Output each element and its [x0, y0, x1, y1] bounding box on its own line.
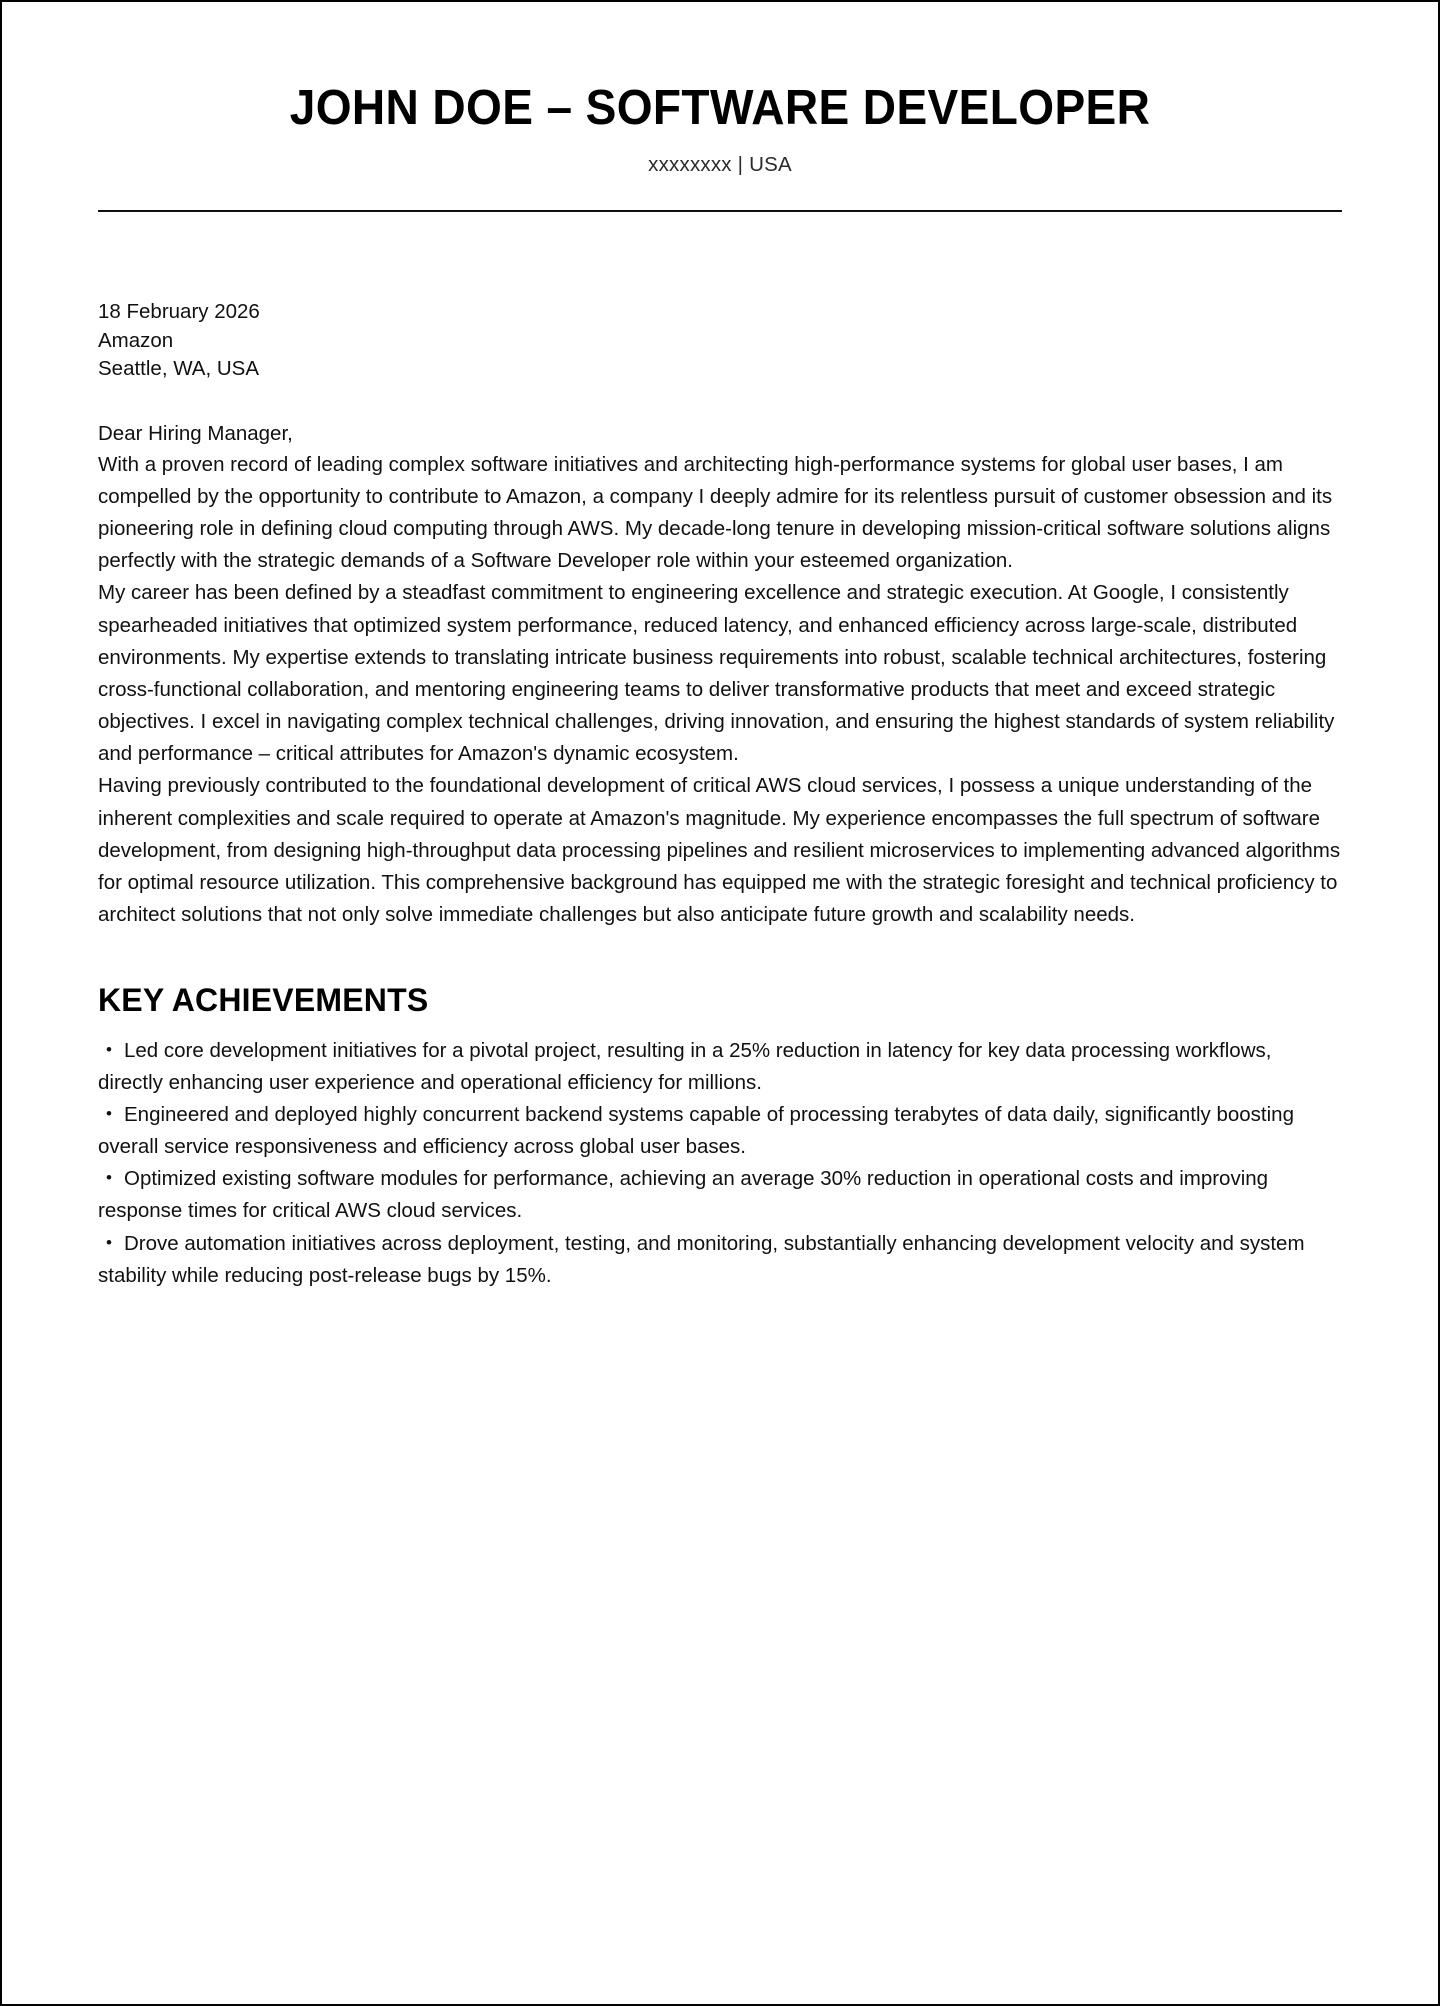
letter-paragraph-2: My career has been defined by a steadfast commitment to engineering excellence and strategic execution. At Google, I consistently spearheaded initiatives that optimized system performance, reduced latency, and enhanced efficiency across large-scale, distributed environments. My expertise extends to translating intricate business requirements into robust, scalable technical architectures, fostering cross-functional collaboration, and mentoring engineering teams to deliver transformative products that meet and exceed strategic objectives. I excel in navigating complex technical challenges, driving innovation, and ensuring the highest standards of system reliability and performance – critical attributes for Amazon's dynamic ecosystem.	[98, 581, 1335, 766]
key-achievements-list	[98, 1035, 1342, 1292]
bullet-icon: •	[106, 1103, 112, 1123]
list-item	[98, 1035, 1342, 1099]
letter-paragraph-3: Having previously contributed to the foundational development of critical AWS cloud services, I possess a unique understanding of the inherent complexities and scale required to operate at Amazon's magnitude. My experience encompasses the full spectrum of software development, from designing high-throughput data processing pipelines and resilient microservices to implementing advanced algorithms for optimal resource utilization. This comprehensive background has equipped me with the strategic foresight and technical proficiency to architect solutions that not only solve immediate challenges but also anticipate future growth and scalability needs.	[98, 774, 1341, 927]
letter-date: 18 February 2026	[98, 300, 260, 323]
header-divider	[98, 210, 1342, 212]
page-title: JOHN DOE – SOFTWARE DEVELOPER	[289, 81, 1151, 135]
recipient-company: Amazon	[98, 328, 174, 352]
list-item-text: Led core development initiatives for a pivotal project, resulting in a 25% reduction in latency for key data processing workflows, directly enhancing user experience and operational efficiency for millions.	[98, 1038, 1272, 1094]
section-heading-key-achievements: KEY ACHIEVEMENTS	[98, 982, 429, 1019]
bullet-icon: •	[106, 1168, 112, 1188]
letter-body	[98, 420, 1342, 931]
page-sheet	[2, 2, 1438, 2004]
list-item	[98, 1163, 1342, 1227]
list-item-text: Engineered and deployed highly concurrent backend systems capable of processing terabytes of data daily, significantly boosting overall service responsiveness and efficiency across global user bases.	[98, 1102, 1294, 1159]
list-item-text: Drove automation initiatives across deployment, testing, and monitoring, substantially enhancing development velocity and system stability while reducing post-release bugs by 15%.	[98, 1231, 1305, 1287]
contact-line: xxxxxxxx | USA	[648, 153, 792, 176]
list-item	[98, 1228, 1342, 1292]
list-item	[98, 1099, 1342, 1163]
bullet-icon: •	[106, 1232, 112, 1252]
bullet-icon: •	[106, 1039, 112, 1059]
salutation: Dear Hiring Manager,	[98, 422, 293, 446]
recipient-location: Seattle, WA, USA	[98, 357, 260, 381]
document-header	[98, 2, 1342, 212]
letter-paragraph-1: With a proven record of leading complex software initiatives and architecting high-performance systems for global user bases, I am compelled by the opportunity to contribute to Amazon, a company I deeply admire for its relentless pursuit of customer obsession and its pioneering role in defining cloud computing through AWS. My decade-long tenure in developing mission-critical software solutions aligns perfectly with the strategic demands of a Software Developer role within your esteemed organization.	[98, 452, 1333, 573]
list-item-text: Optimized existing software modules for performance, achieving an average 30% reduction in operational costs and improving response times for critical AWS cloud services.	[98, 1167, 1269, 1223]
letter-meta-block	[98, 298, 1342, 384]
key-achievements-section	[98, 983, 1342, 1292]
